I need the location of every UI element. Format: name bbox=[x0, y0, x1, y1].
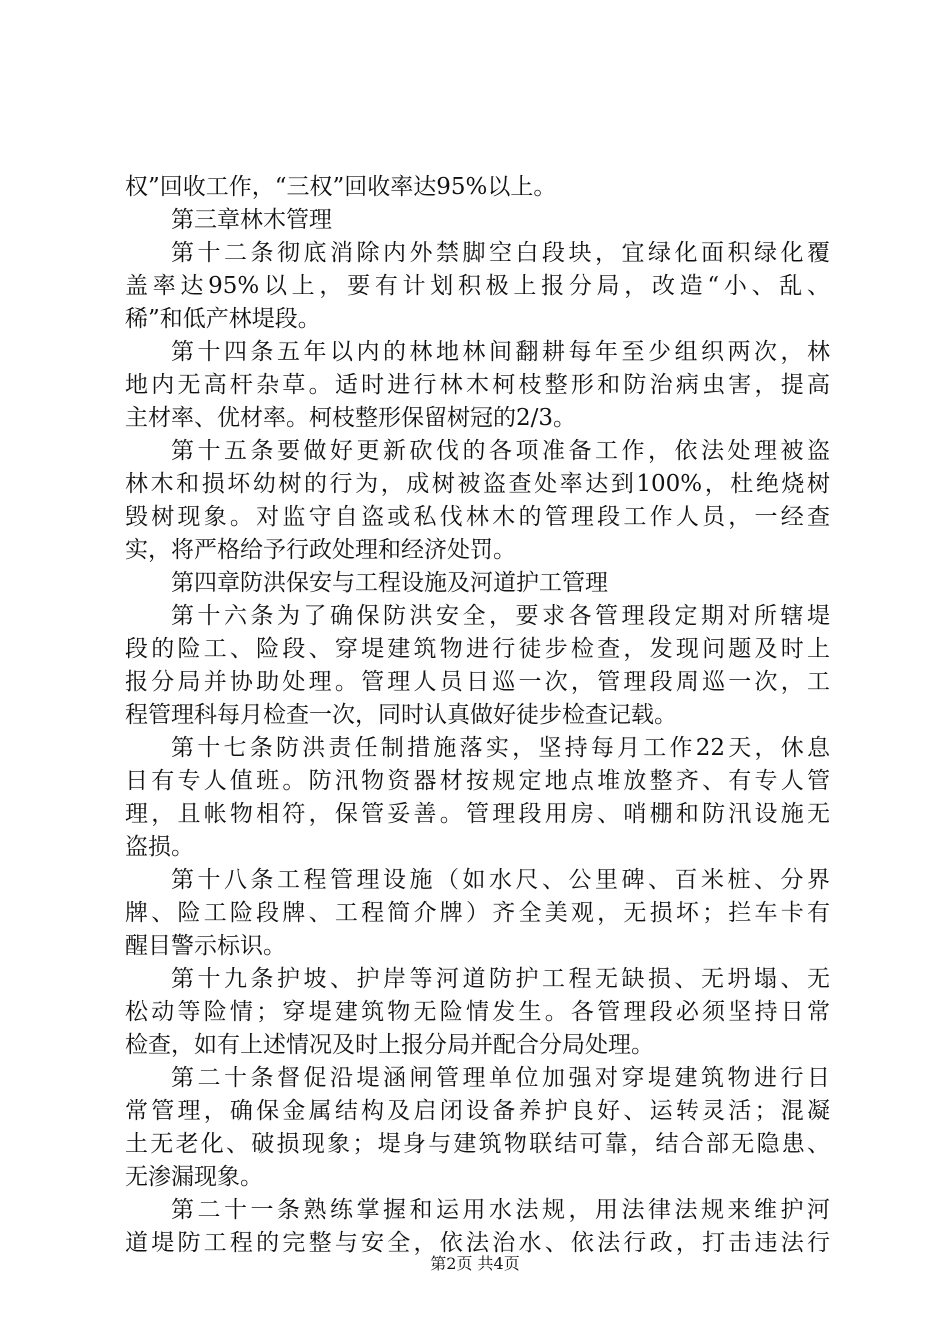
text-line: 盗损。 bbox=[125, 834, 194, 860]
text-line: 松动等险情；穿堤建筑物无险情发生。各管理段必须坚持日常 bbox=[125, 999, 830, 1025]
article-paragraph bbox=[125, 1062, 830, 1194]
text-line: 无渗漏现象。 bbox=[125, 1164, 263, 1190]
text-line: 林木和损坏幼树的行为，成树被盗查处率达到100%，杜绝烧树 bbox=[125, 471, 830, 497]
text-line: 第十六条为了确保防洪安全，要求各管理段定期对所辖堤 bbox=[171, 603, 830, 629]
chapter-heading bbox=[125, 204, 830, 237]
article-paragraph bbox=[125, 237, 830, 336]
text-line: 第十八条工程管理设施（如水尺、公里碑、百米桩、分界 bbox=[171, 867, 830, 893]
text-line: 权”回收工作，“三权”回收率达95%以上。 bbox=[125, 174, 557, 200]
text-line: 程管理科每月检查一次，同时认真做好徒步检查记载。 bbox=[125, 702, 677, 728]
text-line: 主材率、优材率。柯枝整形保留树冠的2/3。 bbox=[125, 405, 577, 431]
text-line: 醒目警示标识。 bbox=[125, 933, 286, 959]
text-line: 第三章林木管理 bbox=[171, 207, 332, 233]
document-body bbox=[125, 171, 830, 1260]
text-line: 第十四条五年以内的林地林间翻耕每年至少组织两次，林 bbox=[171, 339, 830, 365]
text-line: 地内无高杆杂草。适时进行林木柯枝整形和防治病虫害，提高 bbox=[125, 372, 830, 398]
article-paragraph bbox=[125, 963, 830, 1062]
text-line: 检查，如有上述情况及时上报分局并配合分局处理。 bbox=[125, 1032, 654, 1058]
page-number-footer: 第2页 共4页 bbox=[430, 1254, 520, 1273]
text-line: 日有专人值班。防汛物资器材按规定地点堆放整齐、有专人管 bbox=[125, 768, 830, 794]
text-line: 盖率达95%以上，要有计划积极上报分局，改造“小、乱、 bbox=[125, 273, 830, 299]
article-paragraph bbox=[125, 864, 830, 963]
text-line: 毁树现象。对监守自盗或私伐林木的管理段工作人员，一经查 bbox=[125, 504, 830, 530]
text-line: 段的险工、险段、穿堤建筑物进行徒步检查，发现问题及时上 bbox=[125, 636, 830, 662]
continued-paragraph bbox=[125, 171, 830, 204]
text-line: 第十五条要做好更新砍伐的各项准备工作，依法处理被盗 bbox=[171, 438, 830, 464]
text-line: 第二十一条熟练掌握和运用水法规，用法律法规来维护河 bbox=[171, 1197, 830, 1223]
text-line: 土无老化、破损现象；堤身与建筑物联结可靠，结合部无隐患、 bbox=[125, 1131, 830, 1157]
article-paragraph bbox=[125, 336, 830, 435]
text-line: 第四章防洪保安与工程设施及河道护工管理 bbox=[171, 570, 608, 596]
article-paragraph bbox=[125, 1194, 830, 1260]
text-line: 实，将严格给予行政处理和经济处罚。 bbox=[125, 537, 516, 563]
article-paragraph bbox=[125, 732, 830, 864]
text-line: 第十七条防洪责任制措施落实，坚持每月工作22天，休息 bbox=[171, 735, 830, 761]
text-line: 第十九条护坡、护岸等河道防护工程无缺损、无坍塌、无 bbox=[171, 966, 830, 992]
article-paragraph bbox=[125, 600, 830, 732]
text-line: 稀”和低产林堤段。 bbox=[125, 306, 321, 332]
article-paragraph bbox=[125, 435, 830, 567]
text-line: 报分局并协助处理。管理人员日巡一次，管理段周巡一次，工 bbox=[125, 669, 830, 695]
text-line: 理，且帐物相符，保管妥善。管理段用房、哨棚和防汛设施无 bbox=[125, 801, 830, 827]
text-line: 道堤防工程的完整与安全，依法治水、依法行政，打击违法行 bbox=[125, 1230, 830, 1256]
text-line: 第十二条彻底消除内外禁脚空白段块，宜绿化面积绿化覆 bbox=[171, 240, 830, 266]
text-line: 第二十条督促沿堤涵闸管理单位加强对穿堤建筑物进行日 bbox=[171, 1065, 830, 1091]
chapter-heading bbox=[125, 567, 830, 600]
text-line: 常管理，确保金属结构及启闭设备养护良好、运转灵活；混凝 bbox=[125, 1098, 830, 1124]
text-line: 牌、险工险段牌、工程简介牌）齐全美观，无损坏；拦车卡有 bbox=[125, 900, 830, 926]
